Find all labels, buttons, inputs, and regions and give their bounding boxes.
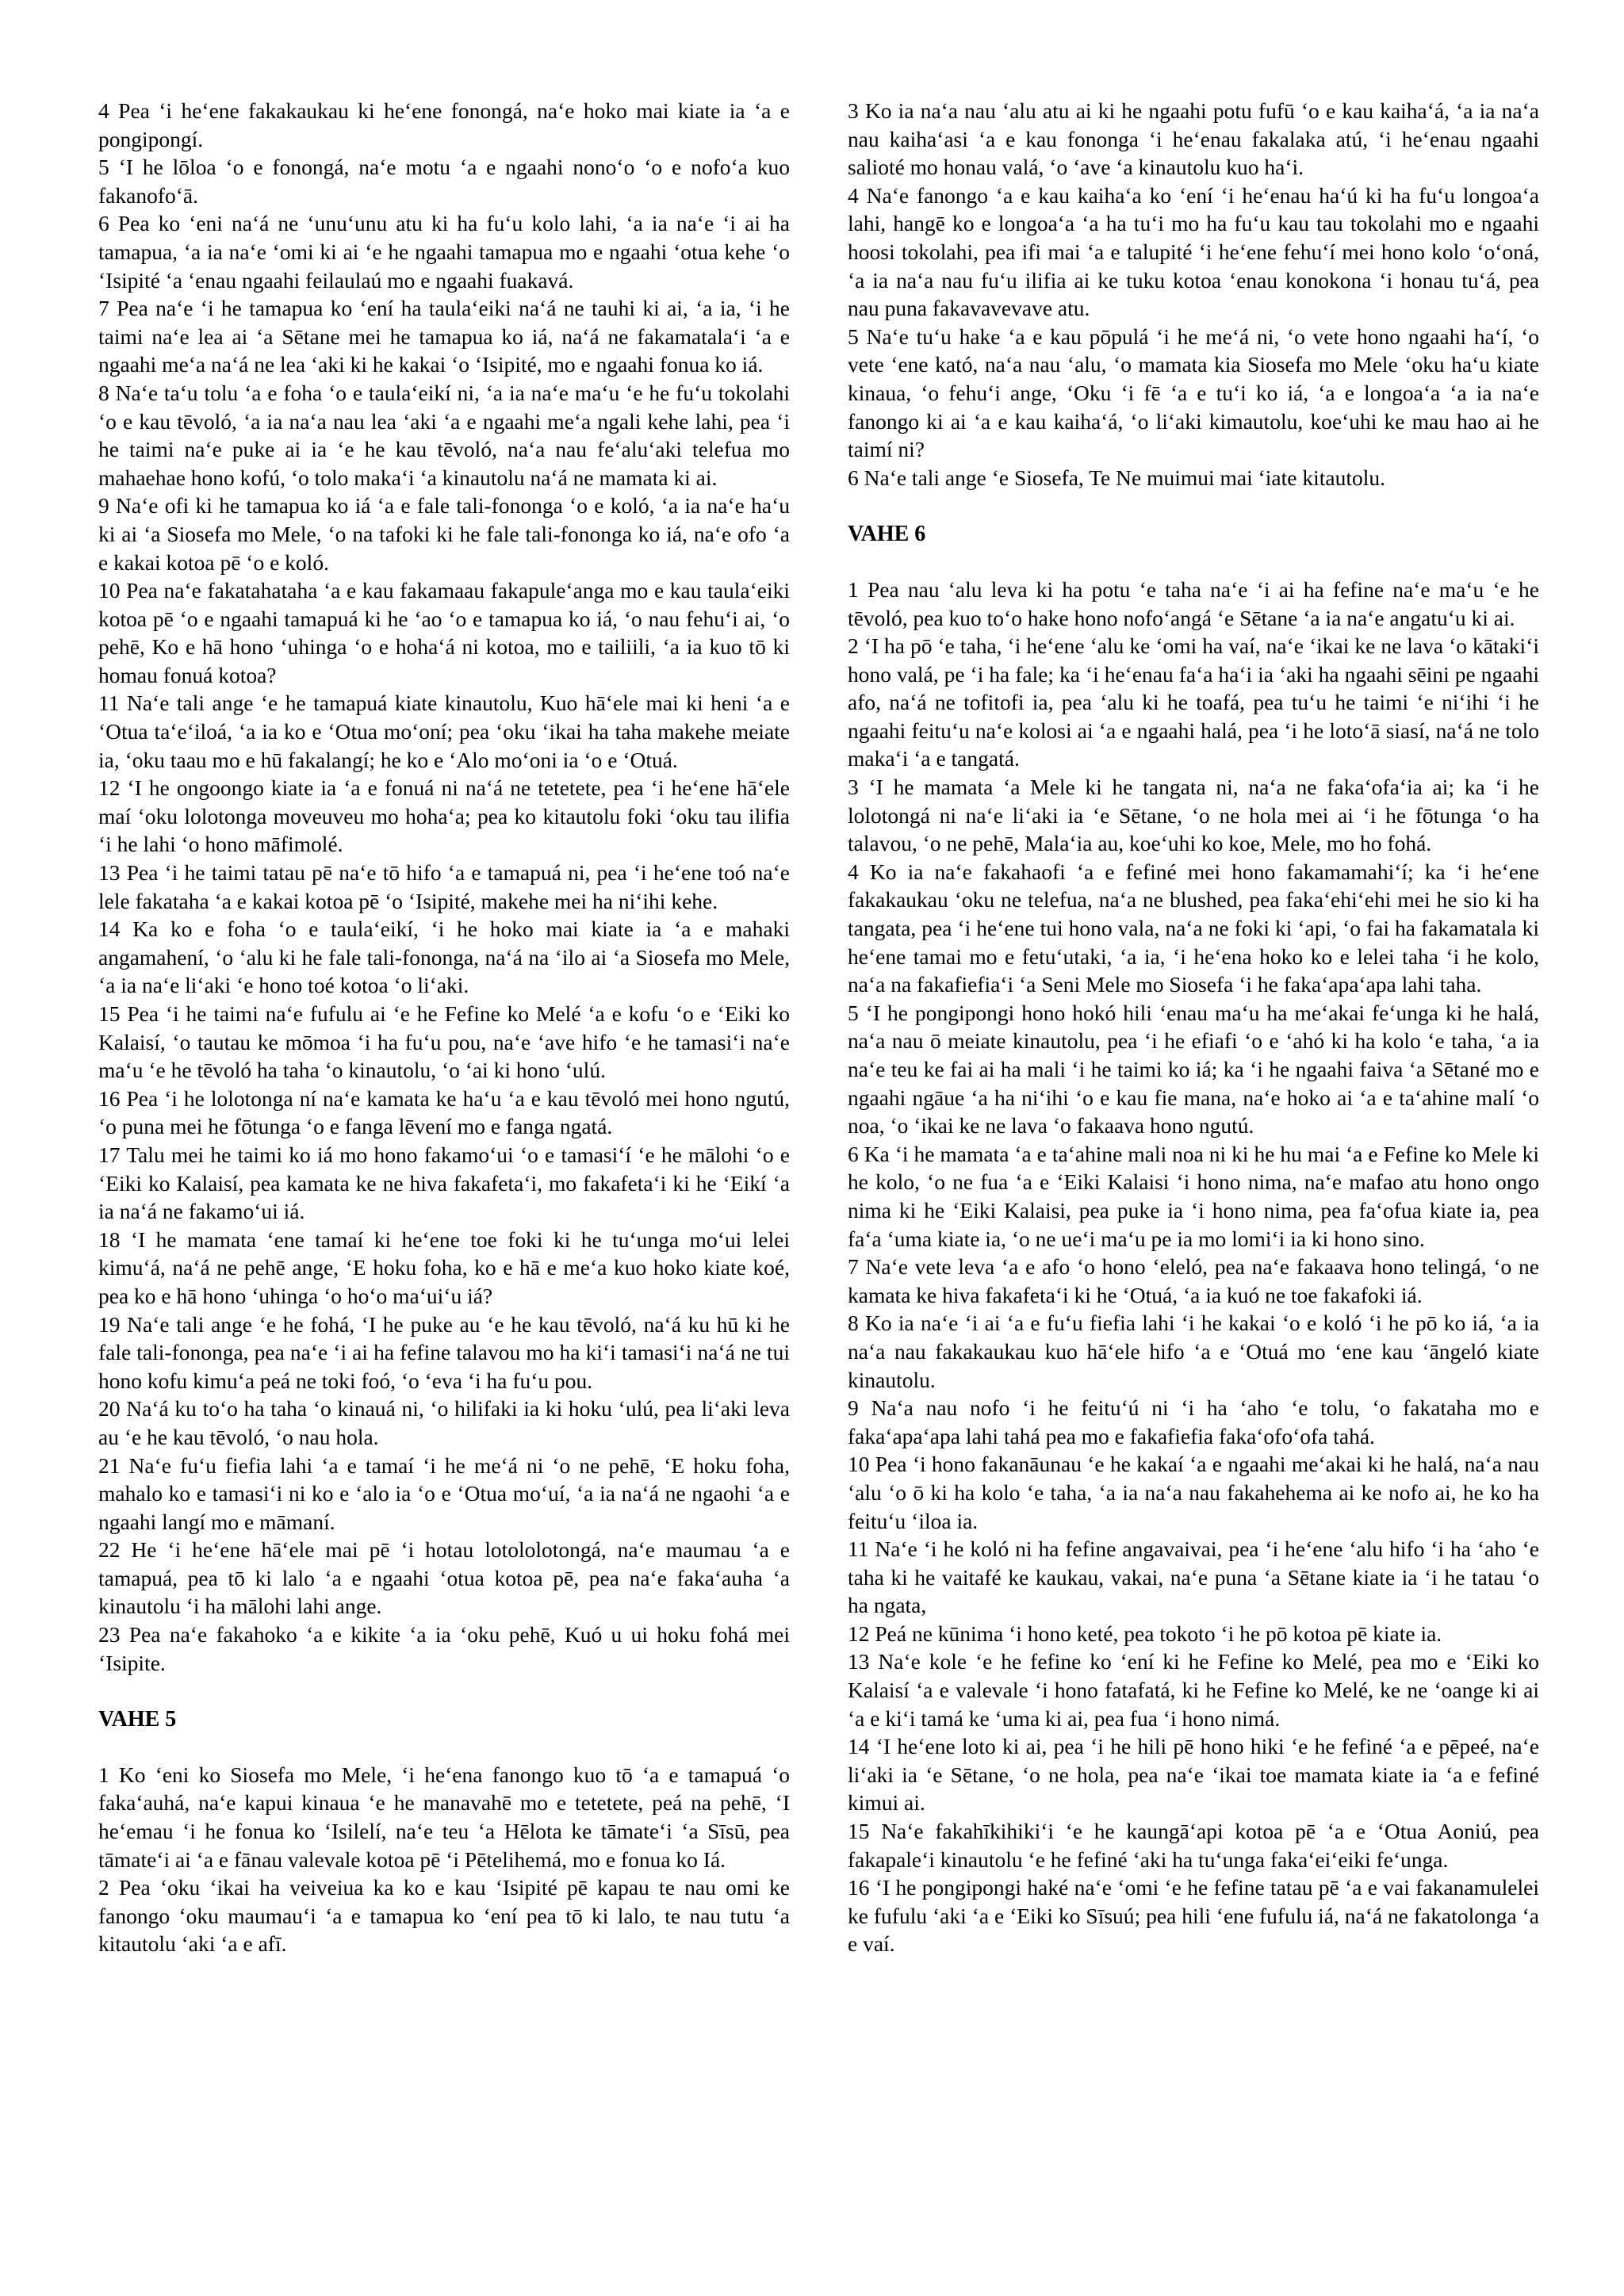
verse-paragraph: 3 Ko ia na‘a nau ‘alu atu ai ki he ngaahi potu fufū ‘o e kau kaiha‘á, ‘a ia na‘a nau kaiha‘asi ‘a e kau fononga ‘i he‘enau fakalaka atú, ‘i he‘enau ngaahi salioté mo honau valá, ‘o ‘ave ‘a kinautolu kuo ha‘i. — [848, 98, 1539, 180]
left-column — [98, 97, 790, 1958]
verse-paragraph: 5 ‘I he lōloa ‘o e fonongá, na‘e motu ‘a e ngaahi nono‘o ‘o e nofo‘a kuo fakanofo‘ā. — [98, 155, 790, 208]
verse-paragraph: 12 ‘I he ongoongo kiate ia ‘a e fonuá ni na‘á ne tetetete, pea ‘i he‘ene hā‘ele maí ‘oku lolotonga moveuveu mo hoha‘a; pea ko kitautolu foki ‘oku tau ilifia ‘i he lahi ‘o hono māfimolé. — [98, 775, 790, 857]
verse-paragraph: 17 Talu mei he taimi ko iá mo hono fakamo‘ui ‘o e tamasi‘í ‘e he mālohi ‘o e ‘Eiki ko Kalaisí, pea kamata ke ne hiva fakafeta‘i, mo fakafeta‘i ki he ‘Eikí ‘a ia na‘á ne fakamo‘ui iá. — [98, 1142, 790, 1224]
chapter-heading-5: VAHE 5 — [98, 1707, 177, 1732]
verse-paragraph: 19 Na‘e tali ange ‘e he fohá, ‘I he puke au ‘e he kau tēvoló, na‘á ku hū ki he fale tali-fononga, pea na‘e ‘i ai ha fefine talavou mo ha ki‘i tamasi‘i na‘á ne tui hono kofu kimu‘a peá ne toki foó, ‘o ‘eva ‘i ha fu‘u pou. — [98, 1311, 790, 1393]
verse-paragraph: 3 ‘I he mamata ‘a Mele ki he tangata ni, na‘a ne faka‘ofa‘ia ai; ka ‘i he lolotongá ni na‘e li‘aki ia ‘e Sētane, ‘o ne hola mei ai ‘i he fōtunga ‘o ha talavou, ‘o ne pehē, Mala‘ia au, koe‘uhi ko koe, Mele, mo ho fohá. — [848, 775, 1539, 856]
verse-paragraph: 2 ‘I ha pō ‘e taha, ‘i he‘ene ‘alu ke ‘omi ha vaí, na‘e ‘ikai ke ne lava ‘o kātaki‘i hono valá, pe ‘i ha fale; ka ‘i he‘enau fa‘a ha‘i ia ‘aki ha ngaahi sēini pe ngaahi afo, na‘á ne tofitofi ia, pea ‘alu ki he toafá, pea tu‘u he taimi ‘e ni‘ihi ‘i he ngaahi feitu‘u na‘e kolosi ai ‘a e ngaahi halá, pea ‘i he loto‘ā siasí, na‘á ne tolo maka‘i ‘a e tangatá. — [848, 633, 1539, 771]
verse-paragraph: 8 Na‘e ta‘u tolu ‘a e foha ‘o e taula‘eikí ni, ‘a ia na‘e ma‘u ‘e he fu‘u tokolahi ‘o e kau tēvoló, ‘a ia na‘a nau lea ‘aki ‘a e ngaahi me‘a ngali kehe lahi, pea ‘i he taimi na‘e puke ai ia ‘e he kau tēvoló, na‘a nau fe‘alu‘aki telefua mo mahaehae hono kofú, ‘o tolo maka‘i ‘a kinautolu na‘á ne mamata ki ai. — [98, 380, 790, 490]
verse-paragraph: 20 Na‘á ku to‘o ha taha ‘o kinauá ni, ‘o hilifaki ia ki hoku ‘ulú, pea li‘aki leva au ‘e he kau tēvoló, ‘o nau hola. — [98, 1396, 790, 1449]
chapter-heading-6: VAHE 6 — [848, 522, 926, 547]
verse-paragraph: 10 Pea ‘i hono fakanāunau ‘e he kakaí ‘a e ngaahi me‘akai ki he halá, na‘a nau ‘alu ‘o ō ki ha kolo ‘e taha, ‘a ia na‘a nau fakahehema ai ke nofo ai, he ko ha feitu‘u ‘iloa ia. — [848, 1452, 1539, 1533]
verse-paragraph: 13 Pea ‘i he taimi tatau pē na‘e tō hifo ‘a e tamapuá ni, pea ‘i he‘ene toó na‘e lele fakataha ‘a e kakai kotoa pē ‘o ‘Isipité, makehe mei ha ni‘ihi kehe. — [98, 860, 790, 913]
verse-paragraph: 16 Pea ‘i he lolotonga ní na‘e kamata ke ha‘u ‘a e kau tēvoló mei hono ngutú, ‘o puna mei he fōtunga ‘o e fanga lēvení mo e fanga ngatá. — [98, 1085, 790, 1139]
left-paragraphs-bottom — [98, 1761, 790, 1958]
verse-paragraph: 12 Peá ne kūnima ‘i hono keté, pea tokoto ‘i he pō kotoa pē kiate ia. — [848, 1621, 1442, 1646]
right-column — [848, 97, 1539, 1958]
verse-paragraph: 6 Ka ‘i he mamata ‘a e ta‘ahine mali noa ni ki he hu mai ‘a e Fefine ko Mele ki he kolo, ‘o ne fua ‘a e ‘Eiki Kalaisi ‘i hono nima, na‘e mafao atu hono ongo nima ki he ‘Eiki Kalaisi, pea puke ia ‘i hono nima, pea fa‘ofua kiate ia, pea fa‘a ‘uma kiate ia, ‘o ne ue‘i ma‘u pe ia mo lomi‘i ia ki hono sino. — [848, 1141, 1539, 1251]
verse-paragraph: 16 ‘I he pongipongi haké na‘e ‘omi ‘e he fefine tatau pē ‘a e vai fakanamulelei ke fufulu ‘aki ‘a e ‘Eiki ko Sīsuú; pea hili ‘ene fufulu iá, na‘á ne fakatolonga ‘a e vaí. — [848, 1875, 1539, 1957]
verse-paragraph: 1 Ko ‘eni ko Siosefa mo Mele, ‘i he‘ena fanongo kuo tō ‘a e tamapuá ‘o faka‘auhá, na‘e kapui kinaua ‘e he manavahē mo e tetetete, peá na pehē, ‘I he‘emau ‘i he fonua ko ‘Isilelí, na‘e teu ‘a Hēlota ke tāmate‘i ‘a Sīsū, pea tāmate‘i ai ‘a e fānau valevale kotoa pē ‘i Pētelihemá, mo e fonua ko Iá. — [98, 1762, 790, 1872]
verse-paragraph: 23 Pea na‘e fakahoko ‘a e kikite ‘a ia ‘oku pehē, Kuó u ui hoku fohá mei ‘Isipite. — [98, 1622, 790, 1675]
verse-paragraph: 2 Pea ‘oku ‘ikai ha veiveiua ka ko e kau ‘Isipité pē kapau te nau omi ke fanongo ‘oku maumau‘i ‘a e tamapua ko ‘ení pea tō ki lalo, te nau tutu ‘a kitautolu ‘aki ‘a e afī. — [98, 1875, 790, 1957]
verse-paragraph: 6 Na‘e tali ange ‘e Siosefa, Te Ne muimui mai ‘iate kitautolu. — [848, 465, 1385, 490]
verse-paragraph: 1 Pea nau ‘alu leva ki ha potu ‘e taha na‘e ‘i ai ha fefine na‘e ma‘u ‘e he tēvoló, pea kuo to‘o hake hono nofo‘angá ‘e Sētane ‘a ia na‘e angatu‘u ki ai. — [848, 576, 1539, 630]
verse-paragraph: 4 Ko ia na‘e fakahaofi ‘a e fefiné mei hono fakamamahi‘í; ka ‘i he‘ene fakakaukau ‘oku ne telefua, na‘a ne blushed, pea faka‘ehi‘ehi mei he sio ki ha tangata, pea ‘i he‘ene tui hono vala, na‘a ne foki ki ‘api, ‘o fai ha fakamatala ki he‘ene tamai mo e fetu‘utaki, ‘a ia, ‘i he‘ena hoko ko e lelei taha ‘i he kolo, na‘a na fakafiefia‘i ‘a Seni Mele mo Siosefa ‘i he faka‘apa‘apa lahi taha. — [848, 859, 1539, 997]
verse-paragraph: 15 Pea ‘i he taimi na‘e fufulu ai ‘e he Fefine ko Melé ‘a e kofu ‘o e ‘Eiki ko Kalaisí, ‘o tautau ke mōmoa ‘i ha fu‘u pou, na‘e ‘ave hifo ‘e he tamasi‘i na‘e ma‘u ‘e he tēvoló ha taha ‘o kinautolu, ‘o ‘ai ki hono ‘ulú. — [98, 1001, 790, 1083]
verse-paragraph: 7 Na‘e vete leva ‘a e afo ‘o hono ‘eleló, pea na‘e fakaava hono telingá, ‘o ne kamata ke hiva fakafeta‘i ki he ‘Otuá, ‘a ia kuó ne toe fakafoki iá. — [848, 1254, 1539, 1307]
verse-paragraph: 6 Pea ko ‘eni na‘á ne ‘unu‘unu atu ki ha fu‘u kolo lahi, ‘a ia na‘e ‘i ai ha tamapua, ‘a ia na‘e ‘omi ki ai ‘e he ngaahi tamapua mo e ngaahi ‘otua kehe ‘o ‘Isipité ‘a ‘enau ngaahi feilaulaú mo e ngaahi fuakavá. — [98, 211, 790, 293]
right-paragraphs-top — [848, 97, 1539, 492]
verse-paragraph: 14 ‘I he‘ene loto ki ai, pea ‘i he hili pē hono hiki ‘e he fefiné ‘a e pēpeé, na‘e li‘aki ia ‘e Sētane, ‘o ne hola, pea na‘e ‘ikai toe mamata kiate ia ‘a e fefiné kimui ai. — [848, 1734, 1539, 1816]
verse-paragraph: 21 Na‘e fu‘u fiefia lahi ‘a e tamaí ‘i he me‘á ni ‘o ne pehē, ‘E hoku foha, mahalo ko e tamasi‘i ni ko e ‘alo ia ‘o e ‘Otua mo‘uí, ‘a ia na‘á ne ngaohi ‘a e ngaahi langí mo e māmaní. — [98, 1452, 790, 1534]
left-paragraphs-top — [98, 97, 790, 1677]
verse-paragraph: 5 Na‘e tu‘u hake ‘a e kau pōpulá ‘i he me‘á ni, ‘o vete hono ngaahi ha‘í, ‘o vete ‘ene kató, na‘a nau ‘alu, ‘o mamata kia Siosefa mo Mele ‘oku ha‘u kiate kinaua, ‘o fehu‘i ange, ‘Oku ‘i fē ‘a e tu‘i ko iá, ‘a e longoa‘a ‘a ia na‘e fanongo ki ai ‘a e kau kaiha‘á, ‘o li‘aki kimautolu, koe‘uhi ke mau hao ai he taimí ni? — [848, 323, 1539, 462]
verse-paragraph: 15 Na‘e fakahīkihiki‘i ‘e he kaungā‘api kotoa pē ‘a e ‘Otua Aoniú, pea fakapale‘i kinautolu ‘e he fefiné ‘aki ha tu‘unga faka‘ei‘eiki fe‘unga. — [848, 1819, 1539, 1872]
verse-paragraph: 18 ‘I he mamata ‘ene tamaí ki he‘ene toe foki ki he tu‘unga mo‘ui lelei kimu‘á, na‘á ne pehē ange, ‘E hoku foha, ko e hā e me‘a kuo hoko kiate koé, pea ko e hā hono ‘uhinga ‘o ho‘o ma‘ui‘u iá? — [98, 1226, 790, 1308]
verse-paragraph: 7 Pea na‘e ‘i he tamapua ko ‘ení ha taula‘eiki na‘á ne tauhi ki ai, ‘a ia, ‘i he taimi na‘e lea ai ‘a Sētane mei he tamapua ko iá, na‘á ne fakamatala‘i ‘a e ngaahi me‘a na‘á ne lea ‘aki ki he kakai ‘o ‘Isipité, mo e ngaahi fonua ko iá. — [98, 296, 790, 377]
verse-paragraph: 10 Pea na‘e fakatahataha ‘a e kau fakamaau fakapule‘anga mo e kau taula‘eiki kotoa pē ‘o e ngaahi tamapuá ki he ‘ao ‘o e tamapua ko iá, ‘o nau fehu‘i ai, ‘o pehē, Ko e hā hono ‘uhinga ‘o e hoha‘á ni kotoa, mo e tailiili, ‘a ia kuo tō ki homau fonuá kotoa? — [98, 578, 790, 687]
verse-paragraph: 4 Pea ‘i he‘ene fakakaukau ki he‘ene fonongá, na‘e hoko mai kiate ia ‘a e pongipongí. — [98, 98, 790, 151]
verse-paragraph: 9 Na‘a nau nofo ‘i he feitu‘ú ni ‘i ha ‘aho ‘e tolu, ‘o fakataha mo e faka‘apa‘apa lahi tahá pea mo e fakafiefia faka‘ofo‘ofa tahá. — [848, 1395, 1539, 1448]
verse-paragraph: 22 He ‘i he‘ene hā‘ele mai pē ‘i hotau lotololotongá, na‘e maumau ‘a e tamapuá, pea tō ki lalo ‘a e ngaahi ‘otua kotoa pē, pea na‘e faka‘auha ‘a kinautolu ‘i ha mālohi lahi ange. — [98, 1537, 790, 1619]
verse-paragraph: 11 Na‘e ‘i he koló ni ha fefine angavaivai, pea ‘i he‘ene ‘alu hifo ‘i ha ‘aho ‘e taha ki he vaitafé ke kaukau, vakai, na‘e puna ‘a Sētane kiate ia ‘i he tatau ‘o ha ngata, — [848, 1536, 1539, 1618]
right-paragraphs-bottom — [848, 576, 1539, 1958]
verse-paragraph: 13 Na‘e kole ‘e he fefine ko ‘ení ki he Fefine ko Melé, pea mo e ‘Eiki ko Kalaisí ‘a e valevale ‘i hono fatafatá, ki he Fefine ko Melé, ke ne ‘oange ki ai ‘a e ki‘i tamá ke ‘uma ki ai, pea fua ‘i hono nimá. — [848, 1649, 1539, 1731]
verse-paragraph: 9 Na‘e ofi ki he tamapua ko iá ‘a e fale tali-fononga ‘o e koló, ‘a ia na‘e ha‘u ki ai ‘a Siosefa mo Mele, ‘o na tafoki ki he fale tali-fononga ko iá, na‘e ofo ‘a e kakai kotoa pē ‘o e koló. — [98, 493, 790, 575]
verse-paragraph: 8 Ko ia na‘e ‘i ai ‘a e fu‘u fiefia lahi ‘i he kakai ‘o e koló ‘i he pō ko iá, ‘a ia na‘a nau fakakaukau kuo hā‘ele hifo ‘a e ‘Otuá mo ‘ene kau ‘āngeló kiate kinautolu. — [848, 1311, 1539, 1392]
verse-paragraph: 11 Na‘e tali ange ‘e he tamapuá kiate kinautolu, Kuo hā‘ele mai ki heni ‘a e ‘Otua ta‘e‘iloá, ‘a ia ko e ‘Otua mo‘oní; pea ‘oku ‘ikai ha taha makehe meiate ia, ‘oku taau mo e hū fakalangí; he ko e ‘Alo mo‘oni ia ‘o e ‘Otuá. — [98, 691, 790, 772]
verse-paragraph: 14 Ka ko e foha ‘o e taula‘eikí, ‘i he hoko mai kiate ia ‘a e mahaki angamahení, ‘o ‘alu ki he fale tali-fononga, na‘á na ‘ilo ai ‘a Siosefa mo Mele, ‘a ia na‘e li‘aki ‘e hono toé kotoa ‘o li‘aki. — [98, 916, 790, 998]
verse-paragraph: 4 Na‘e fanongo ‘a e kau kaiha‘a ko ‘ení ‘i he‘enau ha‘ú ki ha fu‘u longoa‘a lahi, hangē ko e longoa‘a ‘a ha tu‘i mo ha fu‘u kau tau tokolahi mo e ngaahi hoosi tokolahi, pea ifi mai ‘a e talupité ‘i he‘ene fehu‘í mei hono kolo ‘o‘oná, ‘a ia na‘a nau fu‘u ilifia ai ke tuku kotoa ‘enau konokona ‘i honau tu‘á, pea nau puna fakavavevave atu. — [848, 182, 1539, 321]
verse-paragraph: 5 ‘I he pongipongi hono hokó hili ‘enau ma‘u ha me‘akai fe‘unga ki he halá, na‘a nau ō meiate kinautolu, pea ‘i he efiafi ‘o e ‘ahó ki ha kolo ‘e taha, ‘a ia na‘e teu ke fai ai ha mali ‘i he taimi ko iá; ka ‘i he ngaahi faiva ‘a Sētané mo e ngaahi ngāue ‘a ha ni‘ihi ‘o e kau fie mana, na‘e hoko ai ‘a e ta‘ahine malí ‘o noa, ‘o ‘ikai ke ne lava ‘o fakaava hono ngutú. — [848, 1000, 1539, 1138]
